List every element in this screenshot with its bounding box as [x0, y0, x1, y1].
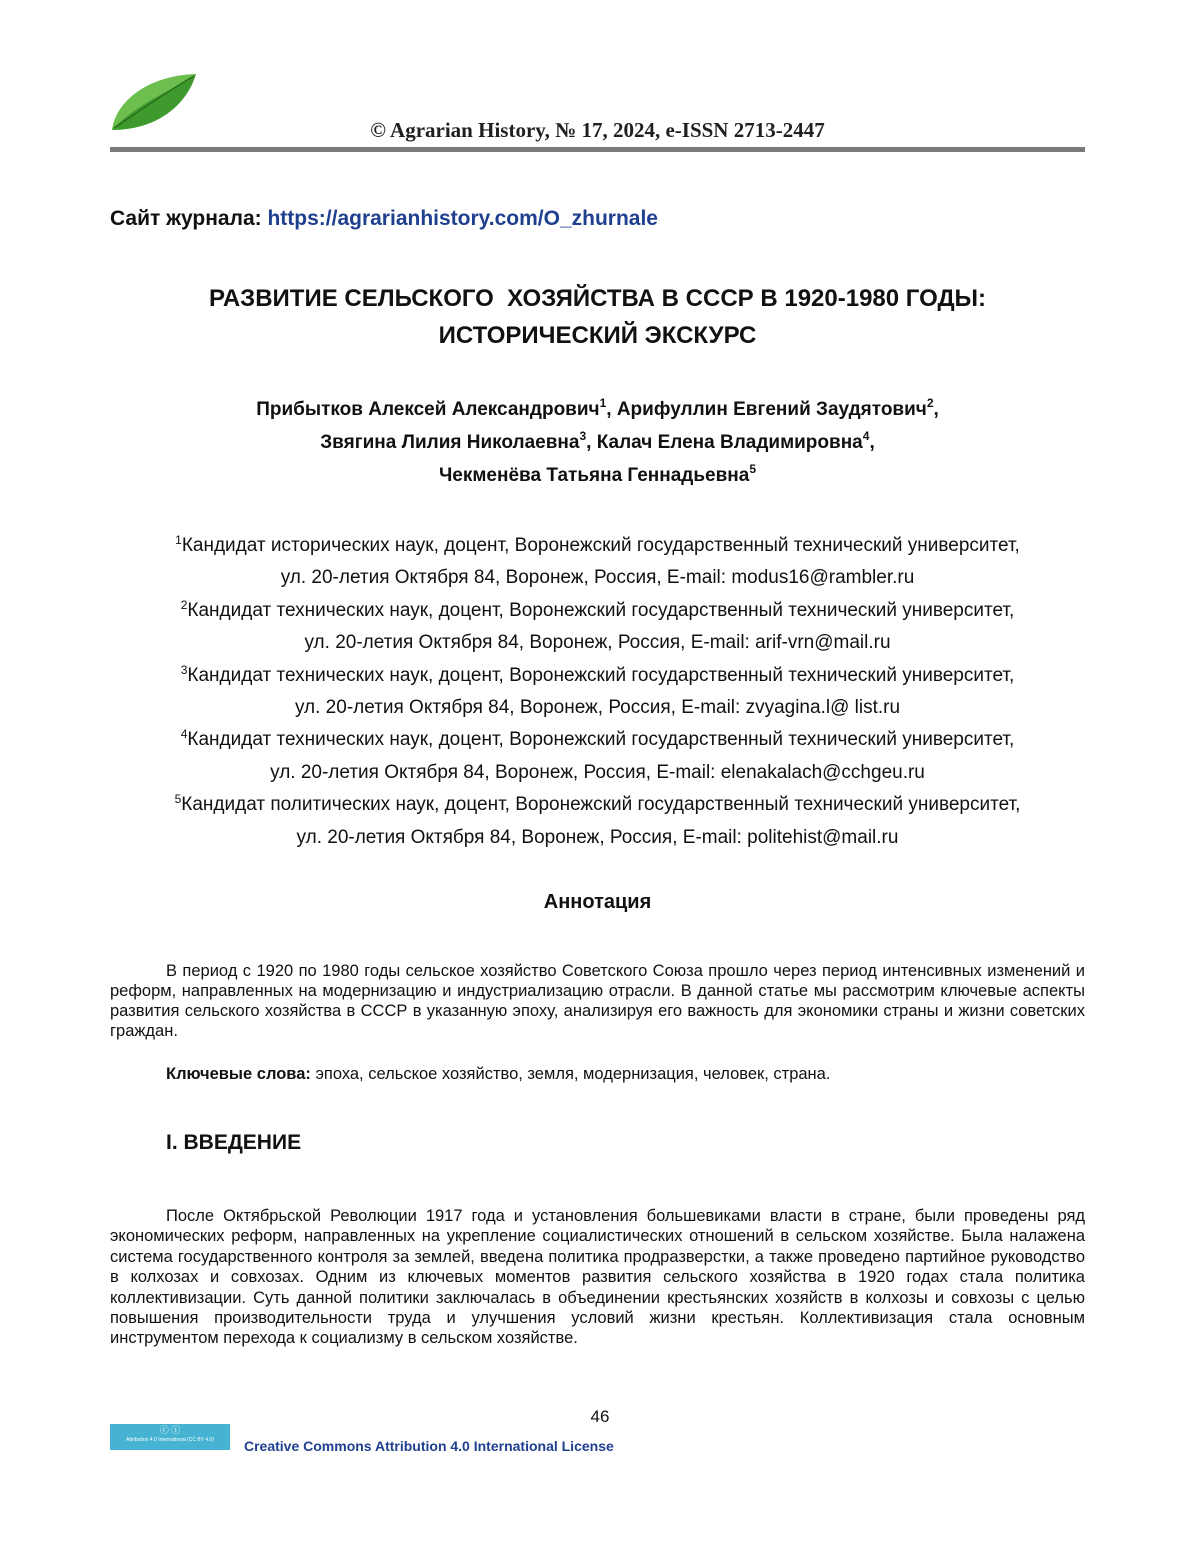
introduction-paragraph: После Октябрьской Революции 1917 года и установления большевиками власти в стране, были проведены ряд экономических реформ, направленных на укрепление социалистических отношений в сельском хозяйстве. Была налажена система государственного контроля за землей, введена политика продразверстки, а также проведено партийное руководство в колхозах и совхозах. Одним из ключевых моментов развития сельского хозяйства в 1920 годах стала политика коллективизации. Суть данной политики заключалась в объединении крестьянских хозяйств в колхозы и совхозы с целью повышения производительности труда и улучшения условий жизни крестьян. Коллективизация стала основным инструментом перехода к социализму в сельском хозяйстве. [110, 1207, 1085, 1348]
author-name: Арифуллин Евгений Заудятович [616, 399, 927, 420]
affiliation-list [110, 530, 1085, 854]
site-line [110, 207, 658, 231]
author-name: Прибытков Алексей Александрович [256, 399, 600, 420]
abstract-heading: Аннотация [543, 891, 652, 913]
affiliation-num: 2 [180, 597, 188, 612]
author-ref: 4 [862, 429, 870, 443]
affiliation-text: Кандидат политических наук, доцент, Воронежский государственный технический университет, [181, 794, 1021, 816]
page-number: 46 [590, 1407, 610, 1426]
section-heading: I. ВВЕДЕНИЕ [166, 1131, 302, 1154]
author-list [110, 393, 1085, 492]
cc-symbols: ⓒ ⓘ [159, 1425, 181, 1435]
affiliation-num: 4 [180, 727, 188, 742]
affiliation-text: Кандидат технических наук, доцент, Воронежский государственный технический университет, [187, 599, 1015, 621]
affiliation-address: ул. 20-летия Октября 84, Воронеж, Россия, E-mail: modus16@rambler.ru [280, 567, 915, 589]
affiliation-line [110, 724, 1085, 756]
affiliation-line [110, 530, 1085, 562]
site-label: Сайт журнала: [110, 207, 262, 230]
author-name: Звягина Лилия Николаевна [320, 432, 580, 453]
affiliation-address: ул. 20-летия Октября 84, Воронеж, Россия, E-mail: elenakalach@cchgeu.ru [270, 761, 925, 783]
affiliation-address: ул. 20-летия Октября 84, Воронеж, Россия, E-mail: politehist@mail.ru [296, 826, 899, 848]
keywords-line [166, 1064, 1086, 1084]
keywords-list: эпоха, сельское хозяйство, земля, модернизация, человек, страна. [310, 1065, 831, 1083]
author-ref: 3 [579, 429, 587, 443]
cc-badge-text: Attribution 4.0 International (CC BY 4.0) [125, 1437, 214, 1443]
affiliation-num: 3 [180, 662, 188, 677]
abstract-text: В период с 1920 по 1980 годы сельское хозяйство Советского Союза прошло через период интенсивных изменений и реформ, направленных на модернизацию и индустриализацию отрасли. В данной статье мы рассмотрим ключевые аспекты развития сельского хозяйства в СССР в указанную эпоху, анализируя его важность для экономики страны и жизни советских граждан. [110, 962, 1085, 1040]
affiliation-address: ул. 20-летия Октября 84, Воронеж, Россия, E-mail: arif-vrn@mail.ru [304, 632, 891, 654]
affiliation-num: 1 [175, 533, 182, 547]
article-title [110, 280, 1085, 354]
title-line-2: ИСТОРИЧЕСКИЙ ЭКСКУРС [438, 322, 757, 349]
author-line: Прибытков Алексей Александрович$^1$, Арифуллин Евгений Заудятович$^2$, [256, 396, 939, 420]
author-name: Калач Елена Владимировна [596, 432, 863, 453]
affiliation-text: Кандидат исторических наук, доцент, Воронежский государственный технический университет, [181, 535, 1020, 556]
author-line: Звягина Лилия Николаевна$^3$, Калач Елена Владимировна$^4$, [320, 429, 875, 453]
affiliation-line [110, 660, 1085, 692]
keywords-label: Ключевые слова: [166, 1065, 311, 1083]
affiliation-text: Кандидат технических наук, доцент, Воронежский государственный технический университет, [187, 664, 1015, 686]
journal-header: © Agrarian History, № 17, 2024, e-ISSN 2713-2447 [370, 118, 825, 142]
license-link[interactable]: Creative Commons Attribution 4.0 International License [244, 1438, 614, 1454]
author-ref: 2 [926, 396, 934, 410]
author-ref: 1 [599, 396, 607, 410]
affiliation-num: 5 [174, 792, 182, 807]
author-ref: 5 [749, 462, 757, 476]
site-link[interactable]: https://agrarianhistory.com/O_zhurnale [267, 207, 658, 230]
header-rule [110, 147, 1085, 152]
affiliation-text: Кандидат технических наук, доцент, Воронежский государственный технический университет, [187, 729, 1015, 751]
author-line [110, 459, 1085, 492]
title-line-1: РАЗВИТИЕ СЕЛЬСКОГО ХОЗЯЙСТВА В СССР В 1920-1980 ГОДЫ: [208, 285, 987, 312]
cc-by-badge-icon[interactable] [110, 1424, 230, 1450]
affiliation-line [110, 789, 1085, 821]
affiliation-address: ул. 20-летия Октября 84, Воронеж, Россия, E-mail: zvyagina.l@ list.ru [294, 697, 901, 719]
author-name: Чекменёва Татьяна Геннадьевна [438, 465, 750, 486]
affiliation-line [110, 595, 1085, 627]
